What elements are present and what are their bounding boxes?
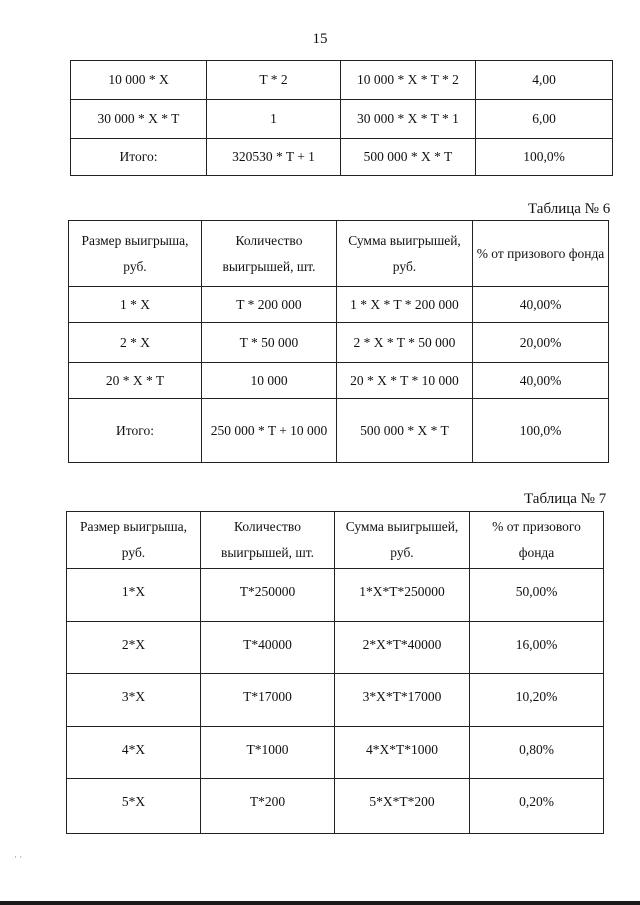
table-cell: Итого: (71, 139, 207, 176)
table-cell: 20,00% (473, 323, 609, 363)
table-row (69, 323, 609, 363)
table-row (69, 399, 609, 463)
table-cell: 1*X (67, 569, 201, 622)
table-cell: 1 (207, 100, 341, 139)
table-row (69, 363, 609, 399)
table6 (68, 220, 609, 463)
table-header-cell: % от призового фонда (470, 512, 604, 569)
table-row (67, 569, 604, 622)
table-cell: 1 * X (69, 287, 202, 323)
table-header-cell: Сумма выигрышей, руб. (335, 512, 470, 569)
table-cell: 10 000 * X (71, 61, 207, 100)
continuation-table (70, 60, 613, 176)
table-cell: 40,00% (473, 287, 609, 323)
table-cell: 0,20% (470, 779, 604, 834)
table-header-cell: Количество выигрышей, шт. (201, 512, 335, 569)
table-header-cell: Сумма выигрышей, руб. (337, 221, 473, 287)
table-cell: Итого: (69, 399, 202, 463)
table-cell: 250 000 * T + 10 000 (202, 399, 337, 463)
table-header-row (67, 512, 604, 569)
table-cell: 2 * X (69, 323, 202, 363)
table-cell: 1*X*T*250000 (335, 569, 470, 622)
table-cell: 10 000 (202, 363, 337, 399)
table-cell: 3*X*T*17000 (335, 674, 470, 727)
table-cell: T*200 (201, 779, 335, 834)
table-header-cell: Количество выигрышей, шт. (202, 221, 337, 287)
table7-caption: Таблица № 7 (524, 491, 607, 507)
table-row (71, 100, 613, 139)
table-cell: 4*X*T*1000 (335, 727, 470, 779)
page-bottom-edge (0, 901, 640, 905)
table-cell: 30 000 * X * T * 1 (341, 100, 476, 139)
table-cell: 0,80% (470, 727, 604, 779)
table-cell: 40,00% (473, 363, 609, 399)
table-cell: 1 * X * T * 200 000 (337, 287, 473, 323)
table-row (69, 287, 609, 323)
table-cell: 30 000 * X * T (71, 100, 207, 139)
table-cell: T*17000 (201, 674, 335, 727)
page-number: 15 (312, 31, 328, 47)
table-cell: 4*X (67, 727, 201, 779)
table-cell: T * 50 000 (202, 323, 337, 363)
table-header-cell: % от призового фонда (473, 221, 609, 287)
table-header-cell: Размер выигрыша, руб. (69, 221, 202, 287)
table-cell: 50,00% (470, 569, 604, 622)
table-cell: 2 * X * T * 50 000 (337, 323, 473, 363)
table-row (67, 779, 604, 834)
table-row (67, 674, 604, 727)
table-cell: 320530 * T + 1 (207, 139, 341, 176)
table6-caption: Таблица № 6 (528, 201, 611, 217)
table-cell: 500 000 * X * T (337, 399, 473, 463)
table-cell: T*1000 (201, 727, 335, 779)
table-cell: 5*X (67, 779, 201, 834)
table-cell: 20 * X * T * 10 000 (337, 363, 473, 399)
table-cell: 100,0% (476, 139, 613, 176)
table-cell: 10 000 * X * T * 2 (341, 61, 476, 100)
table-row (71, 61, 613, 100)
table-row (71, 139, 613, 176)
table-cell: 2*X (67, 622, 201, 674)
table-cell: 6,00 (476, 100, 613, 139)
table-cell: 4,00 (476, 61, 613, 100)
table-row (67, 727, 604, 779)
table-cell: 500 000 * X * T (341, 139, 476, 176)
table-cell: 3*X (67, 674, 201, 727)
table-cell: T*40000 (201, 622, 335, 674)
table-cell: 100,0% (473, 399, 609, 463)
scan-artifact: · · (14, 852, 23, 862)
table-row (67, 622, 604, 674)
table-cell: 16,00% (470, 622, 604, 674)
table-cell: 10,20% (470, 674, 604, 727)
table-header-cell: Размер выигрыша, руб. (67, 512, 201, 569)
table-cell: 2*X*T*40000 (335, 622, 470, 674)
table-cell: 20 * X * T (69, 363, 202, 399)
table-cell: 5*X*T*200 (335, 779, 470, 834)
table-header-row (69, 221, 609, 287)
table-cell: T*250000 (201, 569, 335, 622)
table7 (66, 511, 604, 834)
table-cell: T * 2 (207, 61, 341, 100)
table-cell: T * 200 000 (202, 287, 337, 323)
